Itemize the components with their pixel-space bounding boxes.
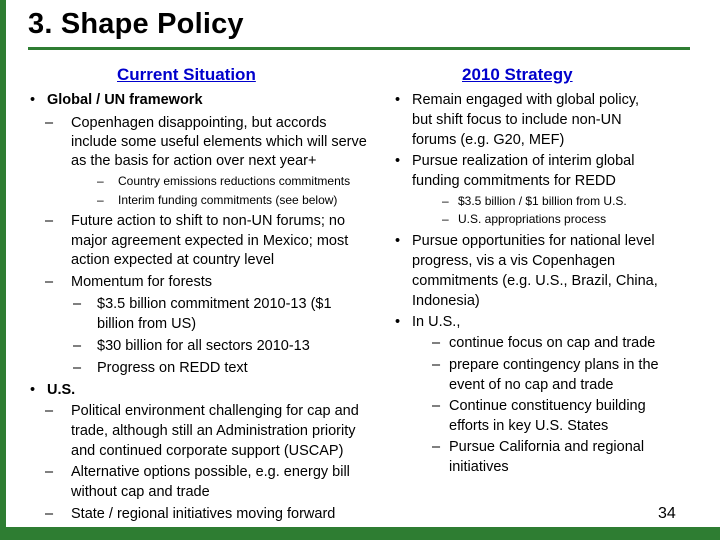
list-item: Copenhagen disappointing, but accords bbox=[71, 115, 327, 131]
dash: – bbox=[45, 274, 54, 290]
list-item: U.S. appropriations process bbox=[458, 212, 607, 226]
dash: – bbox=[432, 439, 441, 455]
list-item: State / regional initiatives moving forward bbox=[71, 506, 336, 522]
list-item: $3.5 billion / $1 billion from U.S. bbox=[458, 194, 627, 208]
list-item: as the basis for action over next year+ bbox=[71, 153, 317, 169]
list-item: Pursue realization of interim global bbox=[412, 153, 635, 169]
dash: – bbox=[432, 335, 441, 351]
title-underline-rule bbox=[28, 47, 690, 50]
list-item: $30 billion for all sectors 2010-13 bbox=[97, 338, 310, 354]
page-number: 34 bbox=[658, 505, 676, 522]
list-item: include some useful elements which will serve bbox=[71, 134, 367, 150]
dash: – bbox=[97, 193, 104, 207]
dash: – bbox=[442, 194, 449, 208]
list-item: Progress on REDD text bbox=[97, 360, 248, 376]
dash: – bbox=[442, 212, 449, 226]
list-item: action expected at country level bbox=[71, 252, 275, 268]
dash: – bbox=[432, 357, 441, 373]
dash: – bbox=[73, 338, 82, 354]
bullet: • bbox=[30, 382, 36, 398]
bullet: • bbox=[395, 233, 401, 249]
list-item: Country emissions reductions commitments bbox=[118, 174, 351, 188]
list-item: Pursue opportunities for national level bbox=[412, 233, 655, 249]
dash: – bbox=[45, 464, 54, 480]
dash: – bbox=[97, 174, 104, 188]
list-item: prepare contingency plans in the bbox=[449, 357, 659, 373]
right-column-heading: 2010 Strategy bbox=[462, 65, 573, 84]
list-item: forums (e.g. G20, MEF) bbox=[412, 132, 565, 148]
dash: – bbox=[45, 115, 54, 131]
dash: – bbox=[73, 360, 82, 376]
list-item: Global / UN framework bbox=[47, 92, 203, 108]
list-item: Continue constituency building bbox=[449, 398, 646, 414]
list-item: event of no cap and trade bbox=[449, 377, 614, 393]
dash: – bbox=[45, 506, 54, 522]
bottom-accent-bar bbox=[0, 527, 720, 540]
list-item: continue focus on cap and trade bbox=[449, 335, 656, 351]
list-item: trade, although still an Administration priority bbox=[71, 423, 356, 439]
list-item: funding commitments for REDD bbox=[412, 173, 616, 189]
dash: – bbox=[45, 213, 54, 229]
list-item: Momentum for forests bbox=[71, 274, 213, 290]
list-item: Future action to shift to non-UN forums; no bbox=[71, 213, 346, 229]
dash: – bbox=[432, 398, 441, 414]
bullet: • bbox=[395, 153, 401, 169]
list-item: progress, vis a vis Copenhagen bbox=[412, 253, 616, 269]
list-item: Interim funding commitments (see below) bbox=[118, 193, 338, 207]
list-item: major agreement expected in Mexico; most bbox=[71, 233, 349, 249]
slide-title: 3. Shape Policy bbox=[28, 8, 244, 40]
dash: – bbox=[45, 403, 54, 419]
left-column-heading: Current Situation bbox=[117, 65, 256, 84]
list-item: but shift focus to include non-UN bbox=[412, 112, 622, 128]
list-item: efforts in key U.S. States bbox=[449, 418, 609, 434]
list-item: and continued corporate support (USCAP) bbox=[71, 443, 344, 459]
list-item: In U.S., bbox=[412, 314, 461, 330]
list-item: without cap and trade bbox=[71, 484, 210, 500]
list-item: Pursue California and regional bbox=[449, 439, 645, 455]
list-item: billion from US) bbox=[97, 316, 197, 332]
dash: – bbox=[73, 296, 82, 312]
list-item: Indonesia) bbox=[412, 293, 480, 309]
list-item: Political environment challenging for cap and bbox=[71, 403, 359, 419]
bullet: • bbox=[395, 314, 401, 330]
list-item: $3.5 billion commitment 2010-13 ($1 bbox=[97, 296, 332, 312]
list-item: commitments (e.g. U.S., Brazil, China, bbox=[412, 273, 658, 289]
list-item: Remain engaged with global policy, bbox=[412, 92, 640, 108]
list-item: Alternative options possible, e.g. energy bill bbox=[71, 464, 350, 480]
list-item: U.S. bbox=[47, 382, 76, 398]
left-accent-bar bbox=[0, 0, 6, 540]
bullet: • bbox=[30, 92, 36, 108]
list-item: initiatives bbox=[449, 459, 509, 475]
bullet: • bbox=[395, 92, 401, 108]
